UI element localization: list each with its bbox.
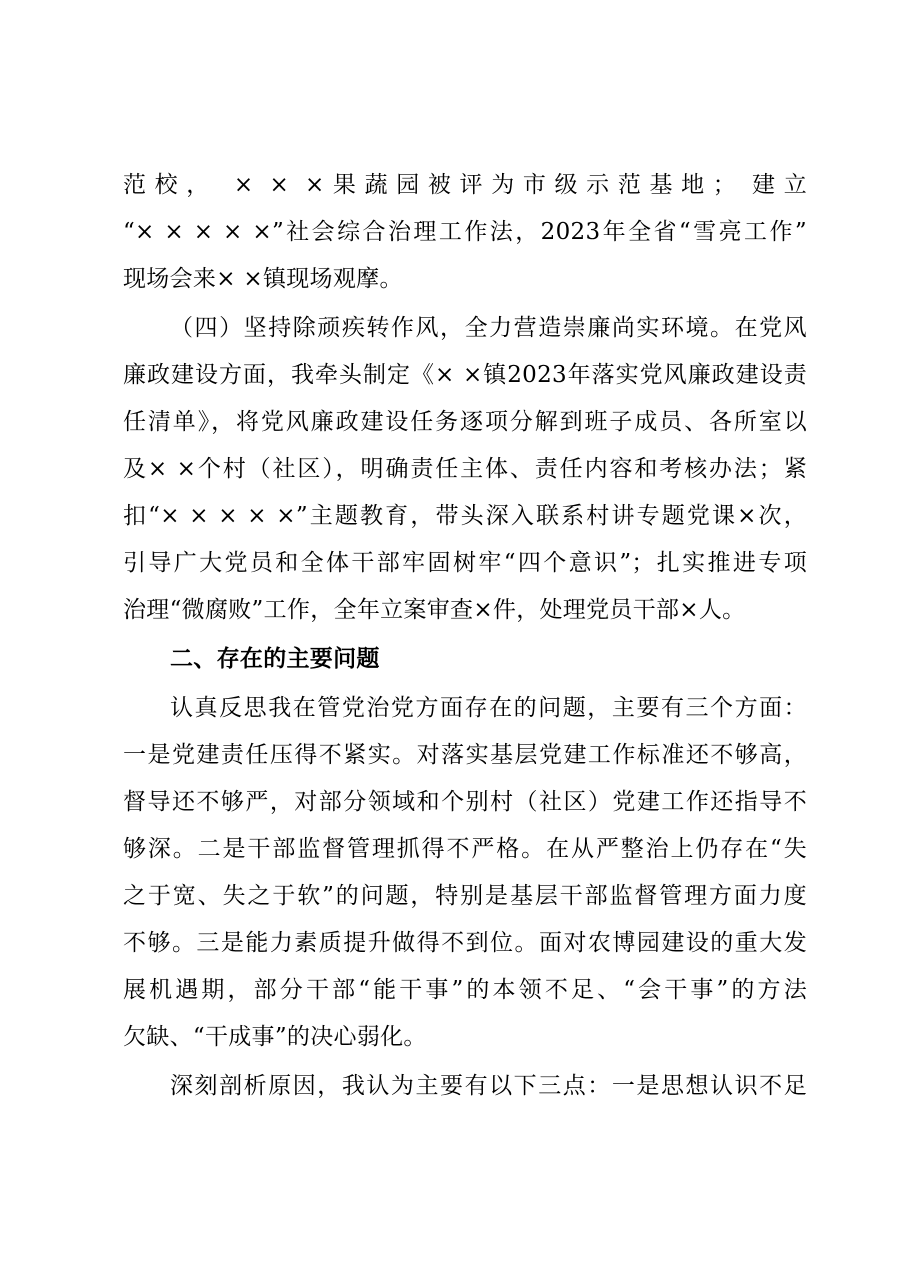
paragraph-line: 认真反思我在管党治党方面存在的问题，主要有三个方面： [170,695,807,721]
paragraph-line: 及× ×个村（社区），明确责任主体、责任内容和考核办法；紧 [123,456,807,482]
paragraph-line: 够深。二是干部监督管理抓得不严格。在从严整治上仍存在“失 [123,836,807,862]
paragraph-line: 之于宽、失之于软”的问题，特别是基层干部监督管理方面力度 [123,883,807,909]
paragraph-line: 展机遇期，部分干部“能干事”的本领不足、“会干事”的方法 [123,977,807,1003]
paragraph-line: 治理“微腐败”工作，全年立案审查×件，处理党员干部×人。 [123,597,746,623]
section-heading: 二、存在的主要问题 [170,646,380,672]
paragraph-line: 督导还不够严，对部分领域和个别村（社区）党建工作还指导不 [123,789,807,815]
paragraph-line: 欠缺、“干成事”的决心弱化。 [123,1024,427,1050]
paragraph-line: 不够。三是能力素质提升做得不到位。面对农博园建设的重大发 [123,930,807,956]
paragraph-line: 现场会来× ×镇现场观摩。 [123,266,403,292]
paragraph-line: 范校， × × ×果蔬园被评为市级示范基地； 建立 [123,172,807,198]
paragraph-line: 引导广大党员和全体干部牢固树牢“四个意识”；扎实推进专项 [123,550,807,576]
paragraph-line: 扣“× × × × ×”主题教育，带头深入联系村讲专题党课×次， [123,503,807,529]
paragraph-line: 任清单》，将党风廉政建设任务逐项分解到班子成员、各所室以 [123,409,807,435]
paragraph-line: 一是党建责任压得不紧实。对落实基层党建工作标准还不够高， [123,742,807,768]
paragraph-line: （四）坚持除顽疾转作风，全力营造崇廉尚实环境。在党风 [170,315,807,341]
paragraph-line: “× × × × ×”社会综合治理工作法，2023年全省“雪亮工作” [123,219,807,245]
paragraph-line: 廉政建设方面，我牵头制定《× ×镇2023年落实党风廉政建设责 [123,362,807,388]
paragraph-line: 深刻剖析原因，我认为主要有以下三点：一是思想认识不足 [170,1073,807,1099]
